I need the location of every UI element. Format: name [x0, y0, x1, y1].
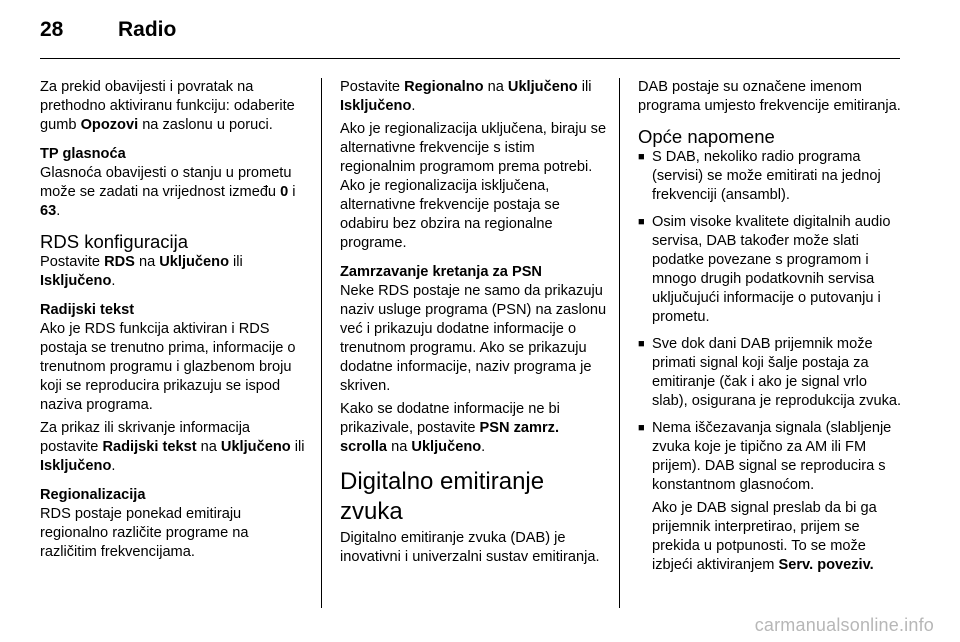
square-bullet-icon: ■ [638, 151, 645, 163]
column-divider-1 [321, 78, 322, 608]
psn-paragraph-2: Kako se dodatne informacije ne bi prikazivale, postavite PSN zamrz. scrolla na Uključeno. [340, 401, 560, 455]
watermark: carmanualsonline.info [754, 615, 934, 635]
general-notes-heading: Opće napomene [638, 126, 775, 147]
regional-explain-paragraph: Ako je regionalizacija uključena, biraju se alternativne frekvencije s istim regionalnim programom prema potrebi. Ako je regionalizacija isključena, alternativne frekvencije postaja se odabiru bez obzira na regionalne programe. [340, 121, 607, 251]
psn-paragraph: Neke RDS postaje ne samo da prikazuju naziv usluge programa (PSN) na zaslonu već i prikazuju dodatne informacije o trenutnom programu. Ako se prikazuju dodatne informacije, naziv programa je skriven. [340, 283, 607, 394]
tp-paragraph: Glasnoća obavijesti o stanju u prometu može se zadati na vrijednost između 0 i 63. [40, 165, 296, 219]
square-bullet-icon: ■ [638, 338, 645, 350]
tp-heading: TP glasnoća [40, 146, 126, 162]
regionalization-paragraph: RDS postaje ponekad emitiraju regionalno različite programe na različitim frekvencijama. [40, 506, 249, 560]
list-item: ■ Osim visoke kvalitete digitalnih audio servisa, DAB također može slati podatke povezane s programom i mnogo drugih podatkovnih servisa uključujući informacije o putovanju i prometu. [638, 214, 891, 325]
general-notes-list [638, 148, 904, 495]
column-divider-2 [619, 78, 620, 608]
dab-stations-paragraph: DAB postaje su označene imenom programa umjesto frekvencije emitiranja. [638, 79, 901, 114]
list-item: ■ Sve dok dani DAB prijemnik može primati signal koji šalje postaja za emitiranje (čak i ako je signal vrlo slab), osigurana je reprodukcija zvuka. [638, 336, 902, 409]
radio-text-paragraph-2: Za prikaz ili skrivanje informacija postavite Radijski tekst na Uključeno ili Isključeno. [40, 420, 305, 474]
radio-text-paragraph: Ako je RDS funkcija aktiviran i RDS postaja se trenutno prima, informacije o trenutnom programu i glazbenom broju koji se reproducira prikazuju se ispod naziva programa. [40, 321, 296, 413]
page-title: Radio [118, 18, 177, 41]
regionalization-heading: Regionalizacija [40, 487, 146, 503]
dab-paragraph: Digitalno emitiranje zvuka (DAB) je inovativni i univerzalni sustav emitiranja. [340, 530, 600, 565]
square-bullet-icon: ■ [638, 216, 645, 228]
psn-heading: Zamrzavanje kretanja za PSN [340, 264, 542, 280]
page-number: 28 [40, 18, 64, 41]
dab-weak-signal-paragraph: Ako je DAB signal preslab da bi ga prijemnik interpretirao, prijem se prekida u potpunosti. To se može izbjeći aktiviranjem Serv. poveziv. [652, 500, 877, 573]
list-item: ■ Nema iščezavanja signala (slabljenje zvuka koje je tipično za AM ili FM prijem). DAB signal se reproducira s konstantnom glasnoćom. [638, 420, 892, 493]
radio-text-heading: Radijski tekst [40, 302, 135, 318]
header-rule [40, 58, 900, 59]
column-1 [40, 78, 308, 572]
rds-paragraph: Postavite RDS na Uključeno ili Isključeno. [40, 254, 243, 289]
regional-setting-paragraph: Postavite Regionalno na Uključeno ili Isključeno. [340, 79, 592, 114]
dab-heading: Digitalno emitiranje zvuka [340, 468, 545, 525]
column-2 [340, 78, 608, 577]
square-bullet-icon: ■ [638, 422, 645, 434]
list-item: ■ S DAB, nekoliko radio programa (servisi) se može emitirati na jednoj frekvenciji (ansambl). [638, 149, 881, 203]
intro-paragraph: Za prekid obavijesti i povratak na prethodno aktiviranu funkciju: odaberite gumb Opozovi na zaslonu u poruci. [40, 79, 295, 133]
column-3 [638, 78, 904, 585]
rds-heading: RDS konfiguracija [40, 231, 189, 252]
